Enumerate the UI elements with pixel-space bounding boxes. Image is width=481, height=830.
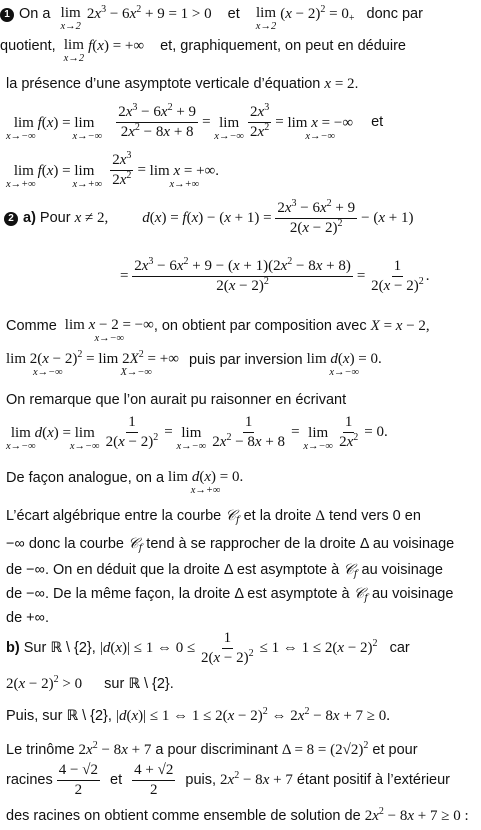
text-line: de +∞. [6, 610, 49, 626]
equation-line: b) Sur ℝ \ {2}, |d(x)| ≤ 1 ⇔ 0 ≤ $\frac{1}{2(x - 2)^2}$ ≤ 1 ⇔ $1 \le 2(x - 2)^2$ car [6, 630, 410, 666]
text-line: L’écart algébrique entre la courbe 𝒞$_f$ et la droite Δ tend vers 0 en [6, 508, 421, 526]
text-line: On remarque que l’on aurait pu raisonner en écrivant [6, 392, 347, 408]
text-line: 1 On a lim x→2 $2x^3 - 6x^2 + 9 = 1 > 0$ et lim x→2 $(x - 2)^2 = 0_+$ donc par [0, 6, 481, 33]
text-line: Puis, sur ℝ \ {2}, |d(x)| ≤ 1 ⇔ $1 \le 2(x - 2)^2$ ⇔ $2x^2 - 8x + 7 \ge 0$. [6, 706, 391, 724]
text-line: −∞ donc la courbe 𝒞$_f$ tend à se rapprocher de la droite Δ au voisinage [6, 536, 455, 554]
equation-line: 2 a) Pour x ≠ 2, d(x) = f(x) − (x + 1) = $\frac{2x^3 - 6x^2 + 9}{2(x - 2)^2}$ − (x + 1) [4, 200, 481, 236]
equation-line: lim f(x) = lim x→+∞ x→+∞ $\frac{2x^3}{2x^2}$ = lim x = +∞. x→+∞ [6, 150, 219, 190]
text-line: de −∞. De la même façon, la droite Δ est asymptote à 𝒞$_f$ au voisinage [6, 586, 454, 604]
text-line: Le trinôme $2x^2 - 8x + 7$ a pour discriminant $\Delta = 8 = (2√2)^2$ et pour [6, 740, 418, 758]
equation-line: = $\frac{2x^3 - 6x^2 + 9 - (x + 1)(2x^2 - 8x + 8)}{2(x - 2)^2}$ = $\frac{1}{2(x - 2)^2}$ . [120, 256, 430, 294]
text-line: $2(x - 2)^2 > 0$ sur ℝ \ {2}. [6, 674, 174, 692]
text-line: $\lim 2(x - 2)^2 = \lim 2X^2$ = +∞ x→−∞ X→−∞ puis par inversion lim d(x) = 0. x→−∞ [6, 349, 382, 378]
text-line: des racines on obtient comme ensemble de solution de $2x^2 - 8x + 7 \ge 0$ : [6, 806, 469, 824]
equation-line: lim f(x) = lim x→−∞ x→−∞ $\frac{2x^3 - 6x^2 + 9}{2x^2 - 8x + 8}$ = lim x→−∞ $\frac{2x^3}{2x^2}$ = lim x = −∞ x→−∞ et [6, 102, 384, 142]
text-line: de −∞. On en déduit que la droite Δ est asymptote à 𝒞$_f$ au voisinage [6, 562, 443, 580]
text-line: quotient, lim x→2 f(x) = +∞ et, graphiquement, on peut en déduire [0, 37, 406, 64]
equation-line: lim d(x) = lim x→−∞ x→−∞ $\frac{1}{2(x - 2)^2}$ = lim x→−∞ $\frac{1}{2x^2 - 8x + 8}$ = lim x→−∞ $\frac{1}{2x^2}$ = 0. [6, 414, 388, 452]
item-number-1: 1 [0, 8, 14, 22]
item-number-2: 2 [4, 212, 18, 226]
text-line: la présence d’une asymptote verticale d’équation x = 2. [6, 76, 359, 92]
text-line: De façon analogue, on a lim d(x) = 0. x→+∞ [6, 469, 244, 496]
equation-line: racines $\frac{4 - √2}{2}$ et $\frac{4 + √2}{2}$ puis, $2x^2 - 8x + 7$ étant positif à l’extérieur [6, 762, 450, 798]
text-line: Comme lim x − 2 = −∞ x→−∞ , on obtient par composition avec X = x − 2, [6, 317, 430, 344]
